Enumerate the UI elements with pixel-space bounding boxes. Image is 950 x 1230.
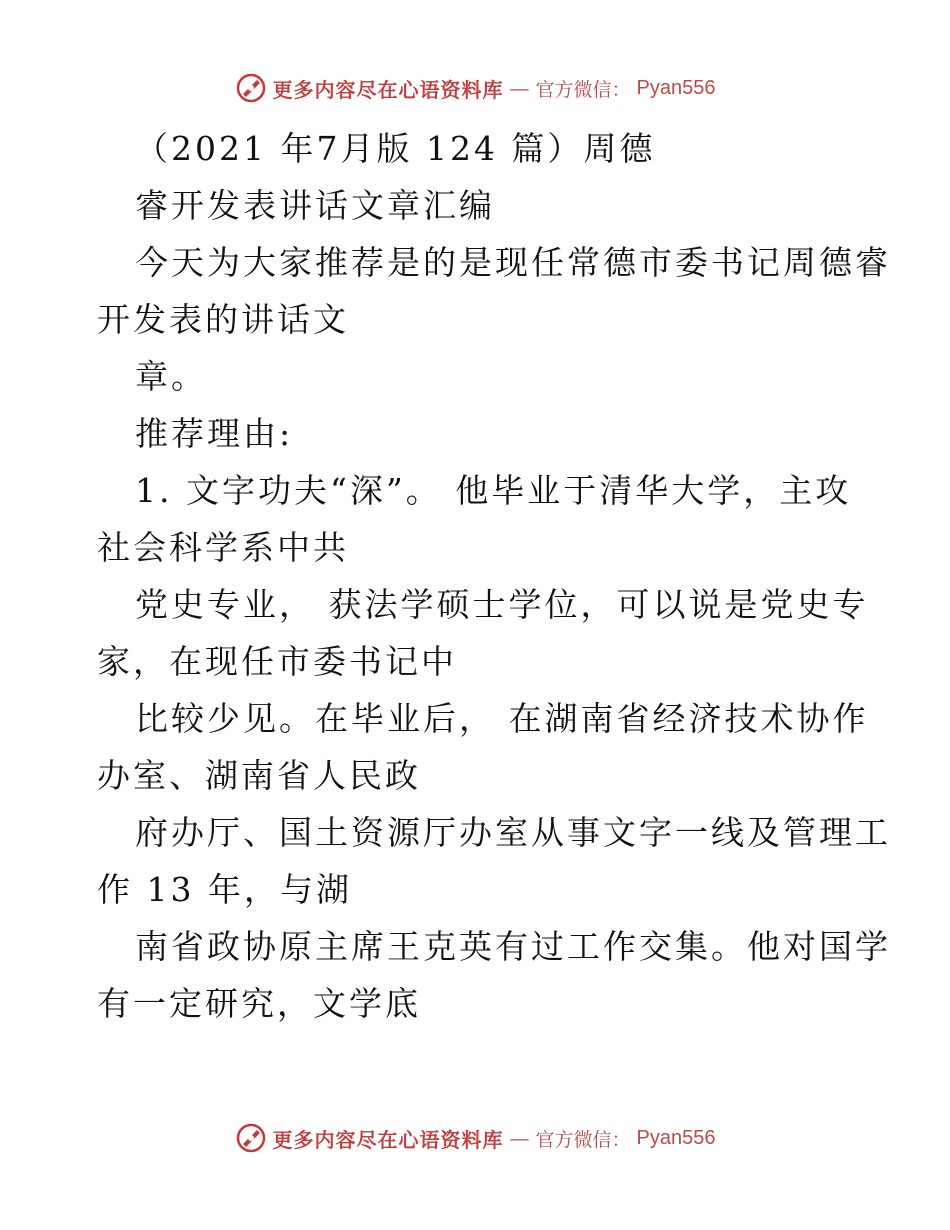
doc-line: 推荐理由: (135, 414, 294, 453)
doc-line: 有一定研究，文学底 (97, 984, 421, 1023)
doc-line: 比较少见。在毕业后， 在湖南省经济技术协作 (135, 699, 869, 738)
watermark-wechat-id: Pyan556 (636, 76, 716, 99)
doc-line: 社会科学系中共 (97, 528, 349, 567)
doc-line: 家，在现任市委书记中 (97, 642, 457, 681)
brand-logo-icon (235, 72, 267, 104)
doc-line: 开发表的讲话文 (97, 300, 349, 339)
watermark-dash: — (509, 76, 530, 100)
watermark-brand: 更多内容尽在心语资料库 (272, 1127, 504, 1152)
doc-line: 府办厅、国土资源厅办室从事文字一线及管理工 (135, 813, 891, 852)
watermark-label: 官方微信： (535, 1128, 631, 1151)
doc-line: 今天为大家推荐是的是现任常德市委书记周德睿 (135, 243, 891, 282)
watermark-wechat-id: Pyan556 (636, 1126, 716, 1149)
watermark-label: 官方微信： (535, 78, 631, 101)
footer-watermark (0, 1122, 950, 1154)
header-watermark (0, 72, 950, 104)
watermark-dash: — (509, 1126, 530, 1150)
watermark-brand: 更多内容尽在心语资料库 (272, 77, 504, 102)
document-body (97, 120, 891, 1032)
brand-logo-icon (235, 1122, 267, 1154)
doc-line: （2021 年7月版 124 篇）周德 (135, 129, 656, 168)
doc-line: 党史专业， 获法学硕士学位，可以说是党史专 (135, 585, 869, 624)
doc-line: 南省政协原主席王克英有过工作交集。他对国学 (135, 927, 891, 966)
doc-line: 睿开发表讲话文章汇编 (135, 186, 495, 225)
doc-line: 1. 文字功夫“深”。 他毕业于清华大学，主攻 (135, 471, 852, 510)
doc-line: 章。 (135, 357, 207, 396)
doc-line: 办室、湖南省人民政 (97, 756, 421, 795)
doc-line: 作 13 年，与湖 (97, 870, 352, 909)
